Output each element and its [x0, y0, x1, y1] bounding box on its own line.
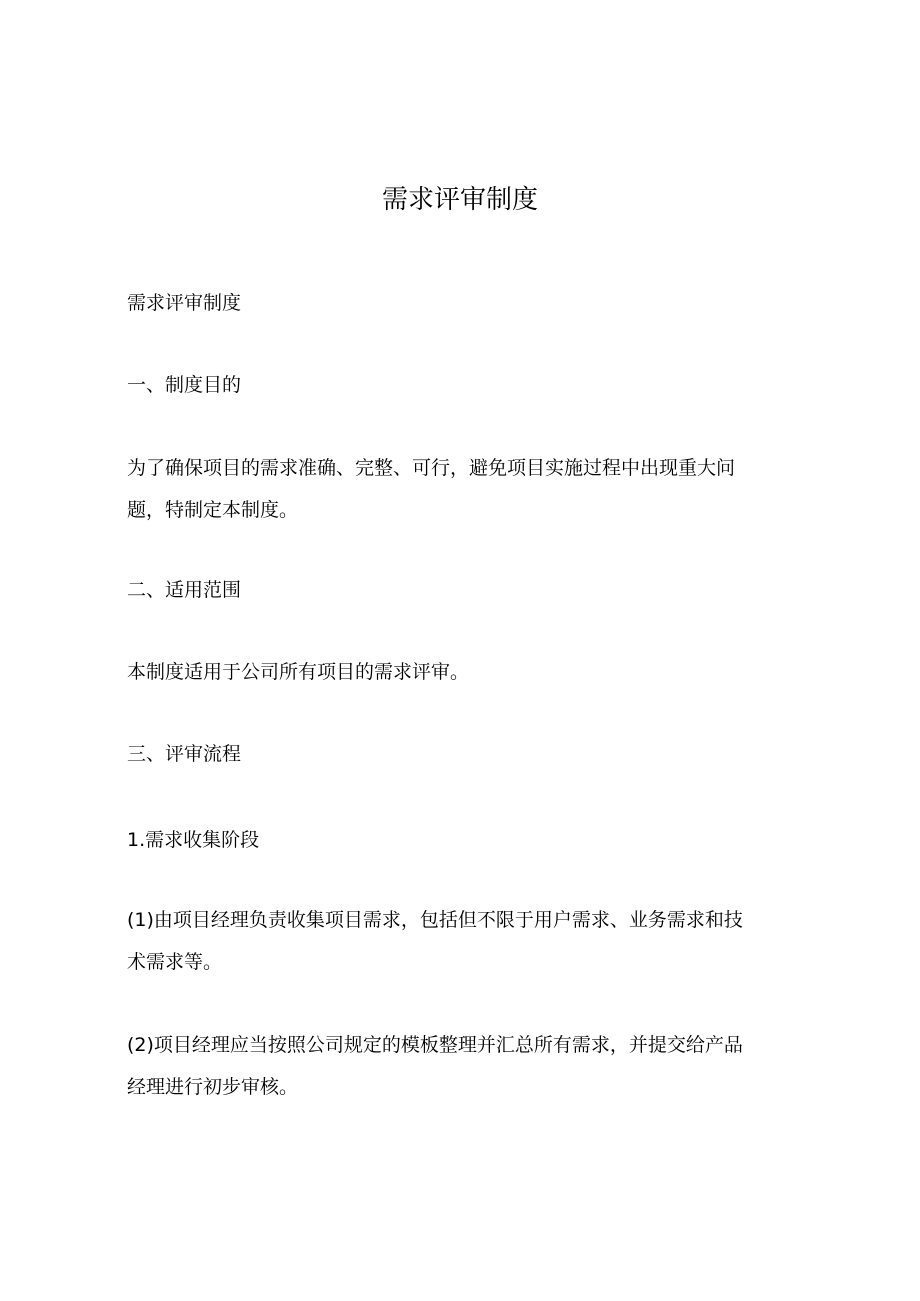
section-1-body	[127, 447, 787, 531]
stage-1-item-2	[127, 1024, 787, 1108]
subtitle	[127, 282, 787, 324]
paragraph-line: 为了确保项目的需求准确、完整、可行，避免项目实施过程中出现重大问	[127, 457, 736, 479]
stage-1-item-1	[127, 899, 787, 983]
paragraph-line: (1)由项目经理负责收集项目需求，包括但不限于用户需求、业务需求和技	[127, 909, 743, 931]
section-3-heading	[127, 733, 787, 775]
paragraph-line: 需求评审制度	[127, 292, 242, 314]
paragraph-line: 经理进行初步审核。	[127, 1076, 299, 1098]
paragraph-line: 1.需求收集阶段	[127, 829, 260, 851]
paragraph-line: 题，特制定本制度。	[127, 499, 299, 521]
section-2-heading	[127, 569, 787, 611]
document-title: 需求评审制度	[381, 185, 538, 215]
paragraph-line: 三、评审流程	[127, 743, 242, 765]
paragraph-line: (2)项目经理应当按照公司规定的模板整理并汇总所有需求，并提交给产品	[127, 1034, 743, 1056]
section-1-heading	[127, 364, 787, 406]
stage-1-heading	[127, 819, 787, 861]
paragraph-line: 一、制度目的	[127, 374, 242, 396]
paragraph-line: 本制度适用于公司所有项目的需求评审。	[127, 661, 470, 683]
section-2-body	[127, 651, 787, 693]
paragraph-line: 术需求等。	[127, 951, 223, 973]
paragraph-line: 二、适用范围	[127, 579, 242, 601]
